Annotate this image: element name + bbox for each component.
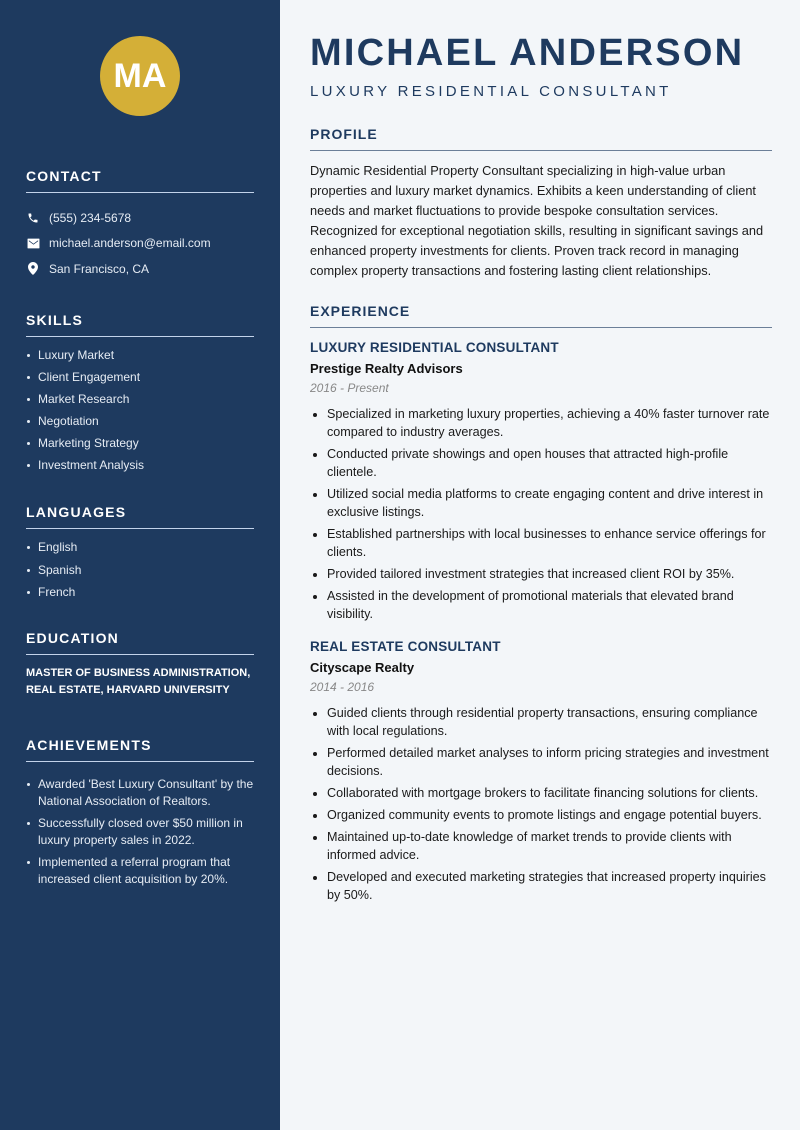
experience-heading: EXPERIENCE [310, 303, 772, 328]
skill-item: Negotiation [26, 413, 254, 430]
job-bullet: Established partnerships with local businesses to enhance service offerings for clients. [310, 525, 772, 561]
achievements-section [26, 737, 254, 888]
language-item: French [26, 584, 254, 601]
skill-item: Luxury Market [26, 347, 254, 364]
contact-section [26, 168, 254, 282]
mail-icon [26, 236, 40, 250]
job-bullet: Collaborated with mortgage brokers to facilitate financing solutions for clients. [310, 784, 772, 802]
achievements-heading: ACHIEVEMENTS [26, 737, 254, 762]
sidebar [0, 0, 280, 1130]
skill-item: Client Engagement [26, 369, 254, 386]
skills-section [26, 312, 254, 475]
profile-section [310, 126, 772, 281]
candidate-title: LUXURY RESIDENTIAL CONSULTANT [310, 83, 672, 100]
job-bullet: Conducted private showings and open houses that attracted high-profile clientele. [310, 445, 772, 481]
contact-phone [26, 205, 254, 231]
location-pin-icon [26, 262, 40, 276]
job-title: REAL ESTATE CONSULTANT [310, 639, 501, 654]
achievement-item: Successfully closed over $50 million in luxury property sales in 2022. [26, 815, 254, 849]
job-entry [310, 639, 772, 904]
profile-summary: Dynamic Residential Property Consultant specializing in high-value urban properties and luxury market dynamics. Exhibits a keen understanding of client needs and market fluctuations to provide bespoke consultation services. Recognized for exceptional negotiation skills, resulting in significant savings and enhanced property investments for clients. Proven track record in managing complex property transactions and fostering lasting client relationships. [310, 163, 764, 278]
job-bullets [310, 405, 772, 623]
achievement-item: Awarded 'Best Luxury Consultant' by the National Association of Realtors. [26, 776, 254, 810]
job-bullet: Maintained up-to-date knowledge of market trends to provide clients with informed advice. [310, 828, 772, 864]
email-address[interactable]: michael.anderson@email.com [49, 236, 211, 251]
contact-location [26, 256, 254, 282]
skills-list [26, 347, 254, 475]
education-degree: MASTER OF BUSINESS ADMINISTRATION, REAL ESTATE, HARVARD UNIVERSITY [26, 666, 251, 696]
job-bullet: Utilized social media platforms to create engaging content and drive interest in exclusive listings. [310, 485, 772, 521]
education-heading: EDUCATION [26, 630, 254, 655]
company-name: Prestige Realty Advisors [310, 361, 463, 376]
avatar-initials: MA [113, 56, 167, 95]
job-bullet: Assisted in the development of promotional materials that elevated brand visibility. [310, 587, 772, 623]
phone-number: (555) 234-5678 [49, 210, 132, 225]
avatar [100, 36, 180, 116]
main-content [310, 0, 772, 908]
skills-heading: SKILLS [26, 312, 254, 337]
skill-item: Marketing Strategy [26, 435, 254, 452]
languages-heading: LANGUAGES [26, 504, 254, 529]
job-entry [310, 340, 772, 623]
job-bullet: Performed detailed market analyses to inform pricing strategies and investment decisions. [310, 744, 772, 780]
contact-heading: CONTACT [26, 168, 254, 193]
job-bullet: Specialized in marketing luxury properties, achieving a 40% faster turnover rate compared to industry averages. [310, 405, 772, 441]
achievements-list [26, 776, 254, 888]
profile-heading: PROFILE [310, 126, 772, 151]
job-title: LUXURY RESIDENTIAL CONSULTANT [310, 340, 559, 355]
languages-list [26, 539, 254, 600]
language-item: English [26, 539, 254, 556]
job-bullet: Guided clients through residential property transactions, ensuring compliance with local regulations. [310, 704, 772, 740]
company-name: Cityscape Realty [310, 660, 415, 675]
job-bullets [310, 704, 772, 904]
skill-item: Market Research [26, 391, 254, 408]
phone-icon [26, 211, 40, 225]
job-dates: 2016 - Present [310, 381, 389, 395]
skill-item: Investment Analysis [26, 457, 254, 474]
job-bullet: Organized community events to promote listings and engage potential buyers. [310, 806, 772, 824]
achievement-item: Implemented a referral program that increased client acquisition by 20%. [26, 854, 254, 888]
experience-section [310, 303, 772, 904]
education-section [26, 630, 254, 699]
contact-email [26, 231, 254, 257]
language-item: Spanish [26, 562, 254, 579]
job-bullet: Developed and executed marketing strategies that increased property inquiries by 50%. [310, 868, 772, 904]
languages-section [26, 504, 254, 600]
job-dates: 2014 - 2016 [310, 680, 375, 694]
job-bullet: Provided tailored investment strategies that increased client ROI by 35%. [310, 565, 772, 583]
candidate-name: MICHAEL ANDERSON [310, 32, 745, 74]
location-text: San Francisco, CA [49, 261, 150, 276]
